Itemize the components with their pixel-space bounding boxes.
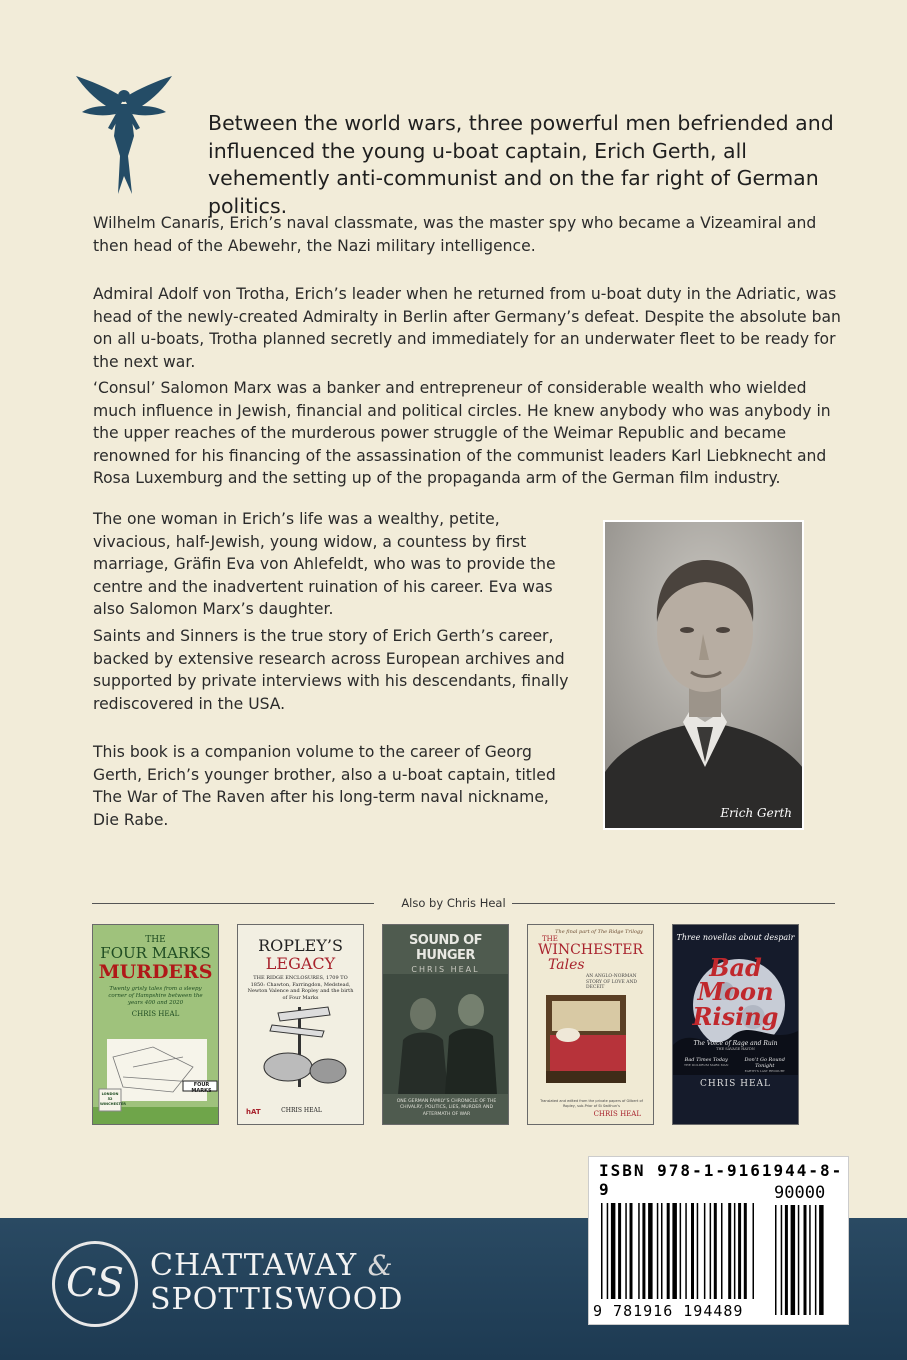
book4-line3: Tales xyxy=(548,957,585,973)
barcode-bar xyxy=(648,1203,653,1299)
addon-bar xyxy=(785,1205,788,1315)
barcode-bar xyxy=(661,1203,663,1299)
book5-novella1: The Voice of Rage and Ruin xyxy=(693,1040,778,1047)
barcode-bar xyxy=(728,1203,731,1299)
addon-bar xyxy=(804,1205,807,1315)
book1-author: CHRIS HEAL xyxy=(131,1010,180,1018)
barcode-bar xyxy=(704,1203,706,1299)
addon-bar xyxy=(819,1205,824,1315)
price-addon-code: 90000 xyxy=(774,1183,826,1203)
barcode-bar xyxy=(710,1203,712,1299)
photo-caption: Erich Gerth xyxy=(720,806,792,820)
paragraph-saints-and-sinners: Saints and Sinners is the true story of Erich Gerth’s career, backed by extensive research across European archives and supported by private interviews with his descendants, finally rediscovered in the USA. xyxy=(93,627,569,713)
addon-bar xyxy=(781,1205,783,1315)
book5-line2: Moon xyxy=(697,977,774,1006)
book2-blurb: THE RIDGE ENCLOSURES, 1709 TO 1850: Chawton, Farringdon, Medstead, Newton Valence and Ropley and the birth of Four Marks xyxy=(247,975,354,1001)
barcode-bar xyxy=(630,1203,633,1299)
book-cover-four-marks-murders xyxy=(92,924,219,1125)
book5-line1: Bad xyxy=(709,953,762,982)
barcode-bar xyxy=(642,1203,645,1299)
book1-line3: MURDERS xyxy=(98,961,213,983)
barcode-bar xyxy=(667,1203,670,1299)
book5-novella2: Bad Times Today xyxy=(684,1057,728,1063)
barcode-bar xyxy=(672,1203,677,1299)
book5-kicker: Three novellas about despair xyxy=(676,933,795,942)
book1-sign2: LONDON 52 WINCHESTER xyxy=(100,1092,126,1106)
book-cover-ropleys-legacy xyxy=(237,924,364,1125)
publisher-ampersand: & xyxy=(367,1249,394,1282)
book1-map-art xyxy=(93,1037,219,1125)
intro-text: Between the world wars, three powerful men befriended and influenced the young u-boat captain, Erich Gerth, all vehemently anti-communist and on the far right of German politics. xyxy=(208,111,834,218)
book3-blurb: ONE GERMAN FAMILY’S CHRONICLE OF THE CHIVALRY, POLITICS, LIES, MURDER AND AFTERMATH OF WAR xyxy=(396,1098,497,1117)
book-cover-sound-of-hunger xyxy=(382,924,509,1125)
portrait-image xyxy=(605,522,804,830)
book1-line2: FOUR MARKS xyxy=(100,944,211,962)
barcode-bar xyxy=(657,1203,659,1299)
addon-bar xyxy=(815,1205,817,1315)
book4-line2: WINCHESTER xyxy=(538,942,643,958)
barcode-bar xyxy=(697,1203,699,1299)
isbn-text: ISBN 978-1-9161944-8-9 xyxy=(599,1161,844,1199)
paragraph-eva: The one woman in Erich’s life was a wealthy, petite, vivacious, half-Jewish, young widow, a countess by first marriage, Gräfin Eva von Ahlefeldt, who was to provide the centre and the inadvertent ruination of his career. Eva was also Salomon Marx’s daughter. xyxy=(93,510,556,619)
barcode-bar xyxy=(738,1203,741,1299)
addon-bar xyxy=(791,1205,796,1315)
addon-bar xyxy=(798,1205,800,1315)
publisher-line2: SPOTTISWOOD xyxy=(150,1282,404,1317)
book4-blurb: Translated and edited from the private papers of Gilbert of Ropley, sub-Prior of St Swithun’s xyxy=(540,1099,643,1108)
barcode-bar xyxy=(601,1203,603,1299)
monogram-letters: CS xyxy=(65,1260,124,1306)
book4-bed-art xyxy=(528,991,654,1091)
book5-novella3-sub: EARTH’S LAST REDOUBT xyxy=(744,1069,785,1073)
book4-subtitle: AN ANGLO-NORMAN STORY OF LOVE AND DECEIT xyxy=(586,974,638,990)
barcode-bar xyxy=(685,1203,687,1299)
addon-bar xyxy=(775,1205,777,1315)
book3-author: CHRIS HEAL xyxy=(411,965,480,974)
book-cover-bad-moon-rising xyxy=(672,924,799,1125)
book-cover-winchester-tales xyxy=(527,924,654,1125)
barcode-bar xyxy=(638,1203,640,1299)
barcode-bar xyxy=(753,1203,755,1299)
paragraph-trotha: Admiral Adolf von Trotha, Erich’s leader when he returned from u-boat duty in the Adriatic, was head of the newly-created Admiralty in Berlin after Germany’s defeat. Despite the absolute ban on all u-boats, Trotha planned secretly and immediately for an underwater fleet to be ready for the next war. xyxy=(93,285,841,371)
book2-author: CHRIS HEAL xyxy=(281,1107,322,1114)
publisher-monogram-icon xyxy=(52,1241,138,1327)
publisher-name-line1 xyxy=(150,1248,394,1283)
book5-novella2-sub: THE DOLDRUM MARK MAN xyxy=(684,1063,729,1067)
paragraph-companion-volume: This book is a companion volume to the career of Georg Gerth, Erich’s younger brother, also a u-boat captain, titled The War of The Raven after his long-term naval nickname, Die Rabe. xyxy=(93,743,556,829)
book4-line1: THE xyxy=(542,935,558,943)
portrait-photo xyxy=(603,520,804,830)
also-by-label: Also by Chris Heal xyxy=(401,896,506,910)
barcode-bar xyxy=(734,1203,736,1299)
book3-officers-art xyxy=(383,974,509,1094)
angel-logo-icon xyxy=(74,76,174,194)
book1-sign: FOUR MARKS xyxy=(191,1082,212,1094)
book5-line3: Rising xyxy=(692,1002,779,1031)
barcode-bar xyxy=(721,1203,723,1299)
book1-blurb: Twenty grisly tales from a sleepy corner of Hampshire between the years 400 and 2020 xyxy=(108,986,203,1006)
book2-line2: LEGACY xyxy=(265,954,336,973)
barcode-bar xyxy=(625,1203,627,1299)
barcode-digits: 9 781916 194489 xyxy=(593,1302,744,1320)
book3-title: SOUND OF HUNGER xyxy=(408,933,483,963)
divider-right xyxy=(512,903,835,904)
isbn-barcode xyxy=(588,1156,849,1325)
book2-imprint: hAT xyxy=(246,1108,261,1116)
book5-novella3: Don’t Go Round Tonight xyxy=(744,1057,785,1069)
barcode-bar xyxy=(680,1203,682,1299)
publisher-line1: CHATTAWAY xyxy=(150,1248,358,1283)
book4-kicker: The final part of The Ridge Trilogy xyxy=(555,929,643,935)
barcode-bar xyxy=(744,1203,747,1299)
barcode-bars xyxy=(589,1157,850,1326)
barcode-bar xyxy=(607,1203,609,1299)
book5-author: CHRIS HEAL xyxy=(700,1079,771,1089)
barcode-bar xyxy=(611,1203,616,1299)
book1-line1: THE xyxy=(145,935,166,945)
book2-signpost-art xyxy=(238,1001,364,1101)
paragraph-canaris: Wilhelm Canaris, Erich’s naval classmate, was the master spy who became a Vizeamiral and then head of the Abewehr, the Nazi military intelligence. xyxy=(93,214,817,255)
barcode-bar xyxy=(714,1203,717,1299)
barcode-bar xyxy=(618,1203,621,1299)
paragraph-marx: ‘Consul’ Salomon Marx was a banker and entrepreneur of considerable wealth who wielded much influence in Jewish, financial and political circles. He knew anybody who was anybody in the upper reaches of the murderous power struggle of the Weimar Republic and became renowned for his financing of the assassination of the communist leaders Karl Liebknecht and Rosa Luxemburg and the setting up of the propaganda arm of the German film industry. xyxy=(93,379,831,488)
book2-line1: ROPLEY’S xyxy=(258,936,343,955)
book5-novella1-sub: THE SAVAGE HAYDN xyxy=(716,1047,755,1051)
barcode-bar xyxy=(691,1203,694,1299)
addon-bar xyxy=(809,1205,811,1315)
book4-author: CHRIS HEAL xyxy=(593,1110,641,1118)
